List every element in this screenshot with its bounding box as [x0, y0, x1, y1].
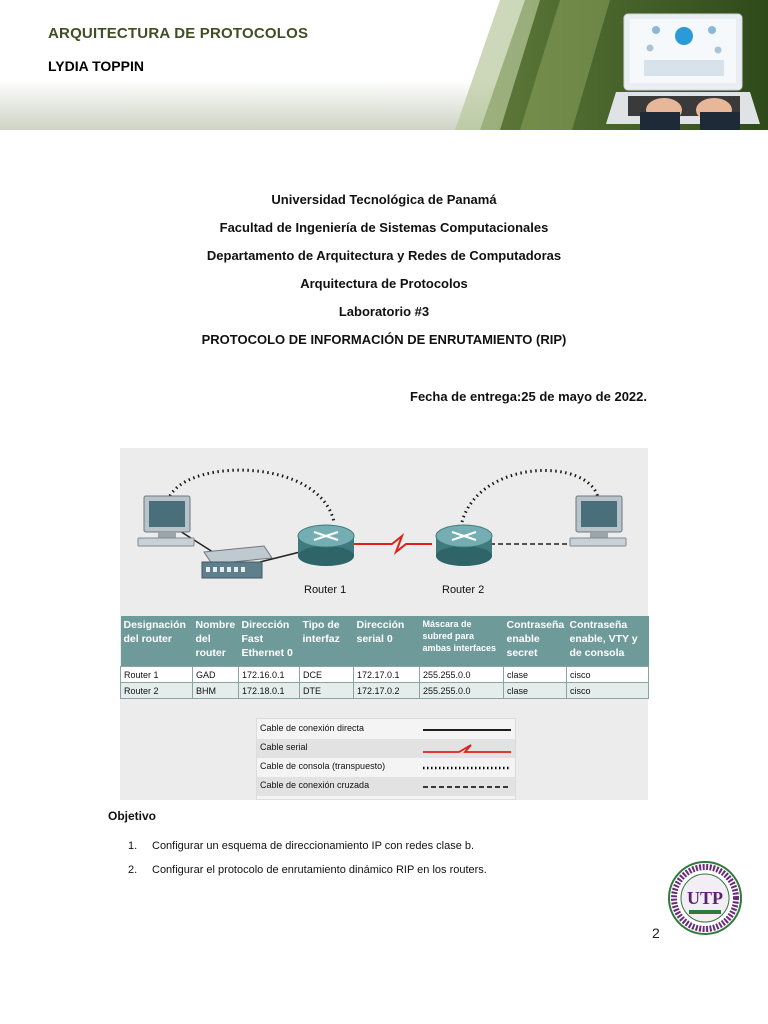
- switch-icon: [202, 546, 272, 578]
- table-header-cell: Designación del router: [121, 616, 193, 667]
- console-cable-left: [170, 470, 334, 522]
- table-cell: 172.17.0.1: [354, 667, 420, 683]
- table-header-cell: Máscara de subred para ambas interfaces: [420, 616, 504, 667]
- table-cell: 172.17.0.2: [354, 683, 420, 699]
- router-2-icon: [436, 525, 492, 566]
- list-item-text: Configurar un esquema de direccionamiento IP con redes clase b.: [152, 840, 475, 852]
- router-config-table: [120, 616, 649, 699]
- list-item-number: 2.: [128, 864, 138, 876]
- legend-item: [257, 739, 515, 758]
- table-cell: Router 1: [121, 667, 193, 683]
- table-cell: Router 2: [121, 683, 193, 699]
- table-cell: 255.255.0.0: [420, 667, 504, 683]
- straight-cable-legend-icon: [257, 720, 515, 739]
- table-cell: cisco: [567, 667, 649, 683]
- seal-monogram: UTP: [687, 888, 723, 908]
- table-header-cell: Contraseña enable secret: [504, 616, 567, 667]
- list-item: [128, 838, 487, 862]
- table-cell: 172.16.0.1: [239, 667, 300, 683]
- list-item-text: Configurar el protocolo de enrutamiento dinámico RIP en los routers.: [152, 864, 487, 876]
- table-header-row: [121, 616, 649, 667]
- legend-item: [257, 720, 515, 739]
- table-cell: DTE: [300, 683, 354, 699]
- serial-cable-legend-icon: [257, 739, 515, 758]
- router-2-label: Router 2: [442, 584, 485, 596]
- crossover-cable-legend-icon: [257, 777, 515, 796]
- table-cell: clase: [504, 683, 567, 699]
- university-seal-icon: [667, 860, 743, 936]
- table-header-cell: Nombre del router: [193, 616, 239, 667]
- legend-label-console: Cable de consola (transpuesto): [260, 761, 386, 771]
- legend-label-crossover: Cable de conexión cruzada: [260, 780, 370, 790]
- serial-cable: [352, 536, 432, 552]
- header-author: LYDIA TOPPIN: [48, 58, 144, 74]
- faculty-name: Facultad de Ingeniería de Sistemas Computacionales: [219, 220, 549, 235]
- table-cell: DCE: [300, 667, 354, 683]
- course-name: Arquitectura de Protocolos: [300, 276, 468, 291]
- due-date: Fecha de entrega:25 de mayo de 2022.: [410, 389, 647, 404]
- legend-label-straight: Cable de conexión directa: [260, 723, 365, 733]
- objective-heading: Objetivo: [108, 809, 157, 823]
- department-name: Departamento de Arquitectura y Redes de Computadoras: [206, 248, 562, 263]
- router-1-icon: [298, 525, 354, 566]
- network-figure: [120, 448, 648, 800]
- header-course-title: ARQUITECTURA DE PROTOCOLOS: [48, 25, 309, 42]
- legend-item: [257, 777, 515, 796]
- page-header: [0, 0, 768, 130]
- legend-label-serial: Cable serial: [260, 742, 308, 752]
- table-header-cell: Dirección serial 0: [354, 616, 420, 667]
- list-item: [128, 862, 487, 886]
- table-cell: cisco: [567, 683, 649, 699]
- list-item-number: 1.: [128, 840, 138, 852]
- router-1-label: Router 1: [304, 584, 347, 596]
- lab-number: Laboratorio #3: [338, 304, 430, 319]
- table-row: [121, 683, 649, 699]
- table-row: [121, 667, 649, 683]
- cable-legend: [256, 718, 516, 800]
- page-number: 2: [652, 925, 660, 941]
- table-cell: clase: [504, 667, 567, 683]
- lab-topic: PROTOCOLO DE INFORMACIÓN DE ENRUTAMIENTO (RIP): [201, 332, 567, 347]
- legend-item: [257, 758, 515, 777]
- table-cell: 255.255.0.0: [420, 683, 504, 699]
- table-header-cell: Tipo de interfaz: [300, 616, 354, 667]
- university-name: Universidad Tecnológica de Panamá: [271, 192, 497, 207]
- title-block: [0, 190, 768, 358]
- console-cable-legend-icon: [257, 758, 515, 777]
- table-cell: GAD: [193, 667, 239, 683]
- network-topology-diagram: [120, 448, 648, 616]
- table-header-cell: Dirección Fast Ethernet 0: [239, 616, 300, 667]
- pc-right-icon: [570, 496, 626, 546]
- table-cell: 172.18.0.1: [239, 683, 300, 699]
- table-header-cell: Contraseña enable, VTY y de consola: [567, 616, 649, 667]
- objective-list: [128, 838, 487, 886]
- table-cell: BHM: [193, 683, 239, 699]
- pc-left-icon: [138, 496, 194, 546]
